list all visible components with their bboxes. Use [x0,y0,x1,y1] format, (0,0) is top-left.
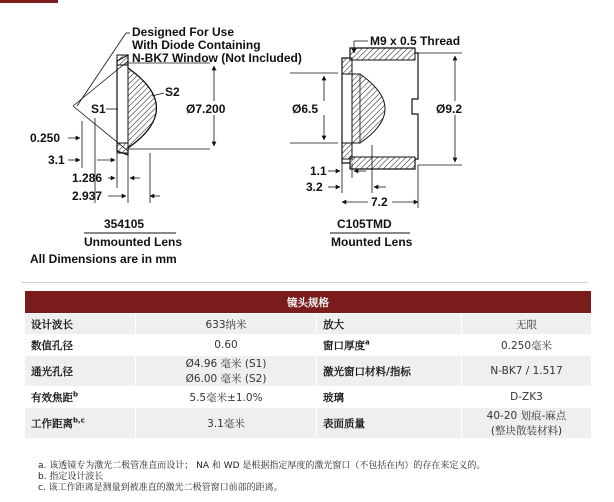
thread-label: M9 x 0.5 Thread [370,34,461,48]
diameter-label: Ø7.200 [186,102,226,116]
spec-value: 40-20 划痕-麻点 [486,410,567,422]
spec-value: 0.60 [136,335,317,356]
spec-table-title: 镜头规格 [25,291,592,314]
spec-label: 放大 [317,314,462,335]
divider [22,282,588,283]
spec-label: 数值孔径 [25,335,136,356]
unmounted-lens-drawing [30,25,302,249]
spec-label: 工作距离 [31,417,73,430]
footnotes [38,461,485,494]
table-row [25,408,592,439]
housing-wall-top [350,48,415,60]
footnote-b: b. 指定设计波长 [38,472,104,482]
spec-label: 玻璃 [317,387,462,408]
dim-32: 3.2 [306,180,323,194]
table-row [25,356,592,387]
caption-unmounted: Unmounted Lens [84,235,182,249]
spec-label: 有效焦距 [31,391,73,404]
mechanical-drawing [0,3,614,253]
caption-mounted: Mounted Lens [331,235,413,249]
lens-edge-bottom [117,143,128,153]
table-row [25,335,592,356]
part-354105: 354105 [104,217,145,231]
spec-value: 5.5毫米±1.0% [136,387,317,408]
table-row [25,314,592,335]
dim-31: 3.1 [48,153,65,167]
spec-value: 633纳米 [136,314,317,335]
spec-value: (整块散装材料) [490,425,563,437]
spec-value: 3.1毫米 [136,408,317,439]
dim-0250: 0.250 [30,131,61,145]
dia-inner: Ø6.5 [292,102,319,116]
footnote-c: c. 该工作距离是测量到被准直的激光二极管窗口前部的距离。 [38,483,283,493]
lens-hatch [128,68,157,148]
spec-label: 窗口厚度 [323,339,365,352]
housing-wall-bottom [350,157,415,169]
table-row [25,387,592,408]
dia-outer: Ø9.2 [436,102,463,116]
lens-edge-top [117,55,128,65]
footnote-a: a. 该透镜专为激光二极管准直而设计； NA 和 WD 是根据指定厚度的激光窗口（不包括在内）的存在来定义的。 [38,461,486,471]
dim-72: 7.2 [371,195,388,209]
spec-value: 0.250毫米 [462,335,592,356]
spec-label: 表面质量 [317,408,462,439]
housing-lip-top [342,58,352,74]
callout-line3: N-BK7 Window (Not Included) [132,51,302,65]
footnote-ref: a [365,338,370,346]
mounted-lens-drawing [290,34,472,249]
dim-2937: 2.937 [72,189,103,203]
housing-lip-bottom [342,143,352,159]
spec-label: 激光窗口材料/指标 [317,356,462,387]
spec-value: Ø6.00 毫米 (S2) [185,373,267,385]
spec-label: 设计波长 [25,314,136,335]
footnote-ref: b,c [73,416,85,424]
footnote-ref: b [73,390,79,398]
spec-value: N-BK7 / 1.517 [462,356,592,387]
dimensions-note: All Dimensions are in mm [30,252,177,266]
dim-11: 1.1 [310,164,327,178]
s1-label: S1 [91,102,106,116]
callout-line1: Designed For Use [132,25,235,39]
part-c105tmd: C105TMD [337,217,392,231]
spec-value: D-ZK3 [462,387,592,408]
dim-1286: 1.286 [72,171,103,185]
spec-label: 通光孔径 [25,356,136,387]
spec-value: 无限 [462,314,592,335]
spec-value: Ø4.96 毫米 (S1) [185,358,267,370]
callout-line2: With Diode Containing [132,38,261,52]
lens-spec-table [24,290,592,439]
s2-label: S2 [165,85,180,99]
